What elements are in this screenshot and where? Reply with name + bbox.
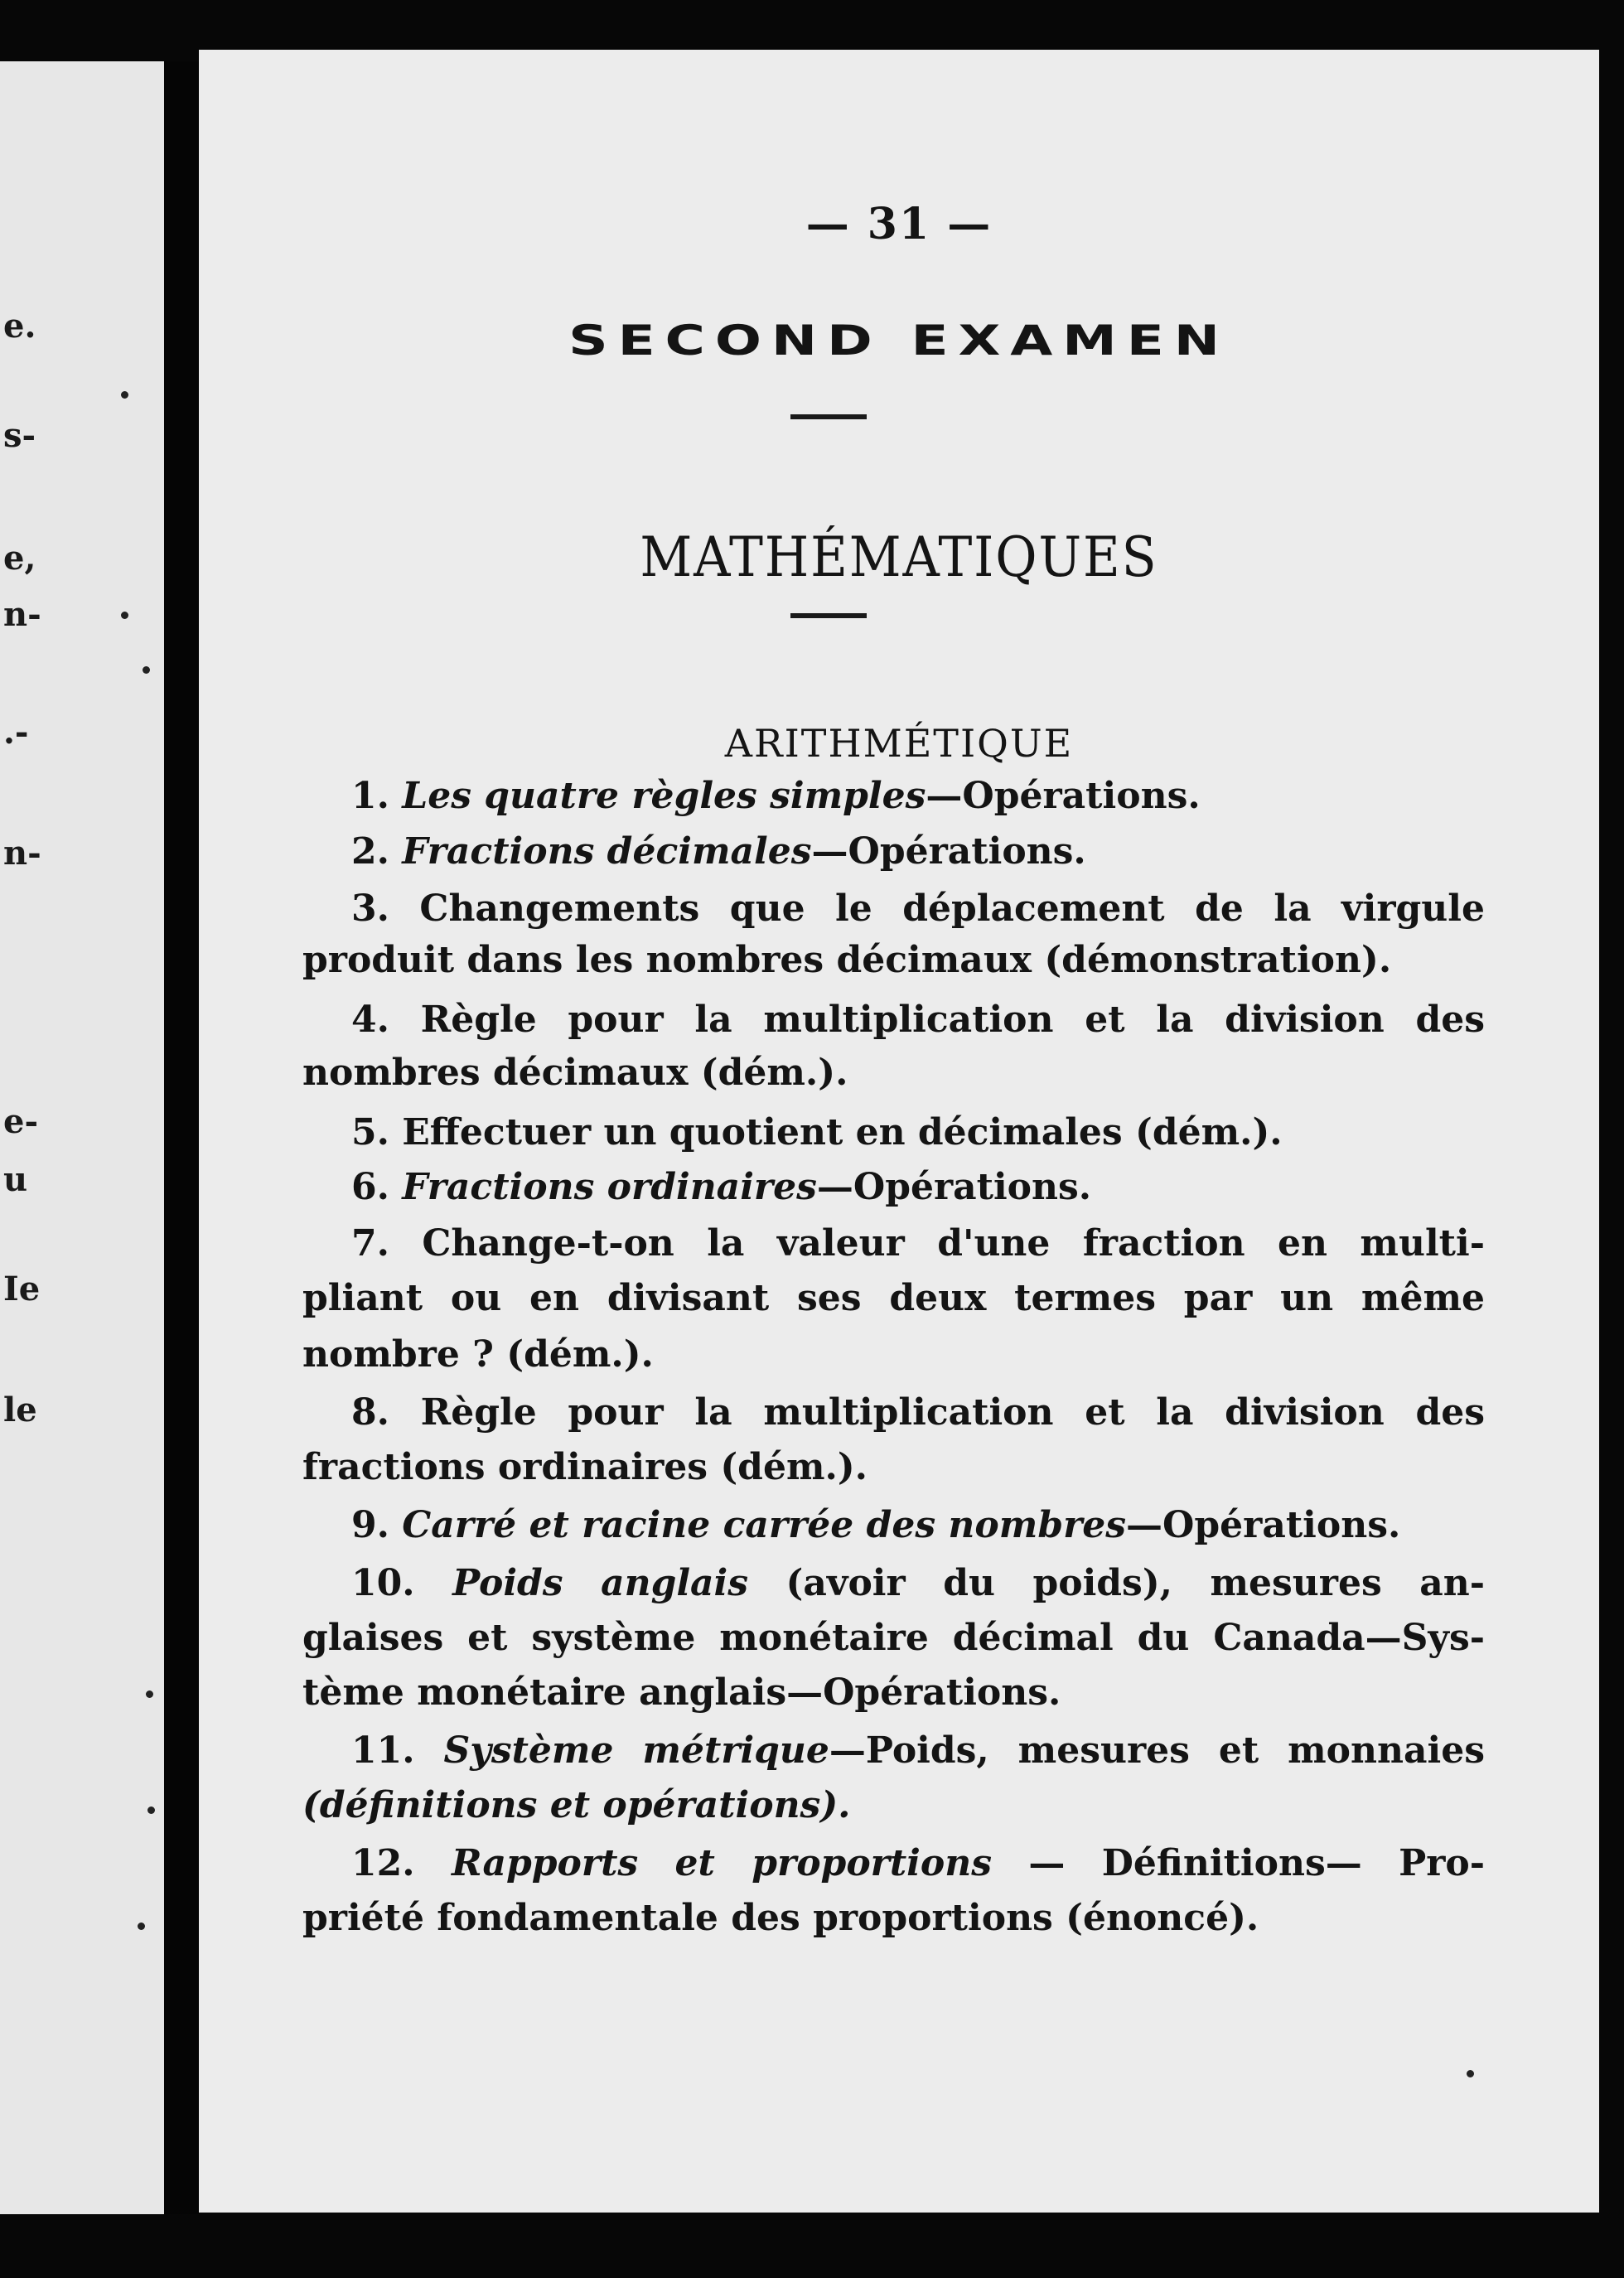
item-number: 3. <box>351 888 420 930</box>
speck <box>146 1690 153 1698</box>
left-fragment: n- <box>3 834 41 873</box>
item-number: 11. <box>351 1729 444 1772</box>
item-number: 10. <box>351 1562 453 1604</box>
topic-line <box>351 825 1485 879</box>
left-page-edge <box>0 61 164 2214</box>
speck <box>121 391 128 399</box>
topic-line <box>302 1046 1485 1100</box>
left-fragment: .- <box>3 713 29 752</box>
left-fragment: le <box>3 1390 37 1429</box>
left-fragment: e- <box>3 1102 39 1141</box>
item-number: 5. <box>351 1111 403 1154</box>
left-fragment: e. <box>3 307 36 346</box>
left-fragment: n- <box>3 595 41 634</box>
topic-title: Fractions ordinaires <box>402 1166 817 1208</box>
topic-text: —Opérations. <box>816 1166 1092 1208</box>
topic-text: tème monétaire anglais—Opérations. <box>302 1671 1061 1714</box>
topic-text: (avoir du poids), mesures an- <box>748 1562 1485 1604</box>
topic-title: (définitions et opérations). <box>302 1784 851 1826</box>
book-spine-shadow <box>164 61 199 2214</box>
page-number: — 31 — <box>805 199 993 249</box>
topic-text: nombre ? (dém.). <box>302 1333 654 1376</box>
topic-text: priété fondamentale des proportions (énoncé). <box>302 1897 1259 1939</box>
subject-title: MATHÉMATIQUES <box>640 525 1158 589</box>
topic-line <box>351 1105 1485 1160</box>
topic-title: Carré et racine carrée des nombres <box>402 1504 1127 1546</box>
topic-line <box>351 1160 1485 1215</box>
left-fragment: Ie <box>3 1270 41 1308</box>
topic-line <box>351 1386 1485 1440</box>
speck <box>138 1923 145 1930</box>
topic-text: —Opérations. <box>1126 1504 1401 1546</box>
left-fragment: s- <box>3 416 36 455</box>
book-page <box>199 50 1599 2213</box>
item-number: 8. <box>351 1391 421 1434</box>
left-fragment: e, <box>3 539 36 578</box>
section-title: ARITHMÉTIQUE <box>724 721 1074 766</box>
topic-line <box>351 1724 1485 1778</box>
topic-title: Poids anglais <box>452 1562 749 1604</box>
speck <box>143 666 150 674</box>
topic-line <box>302 1328 1485 1382</box>
divider-rule <box>790 613 867 618</box>
topic-line <box>302 1891 1485 1946</box>
item-number: 7. <box>351 1222 423 1265</box>
topic-text: pliant ou en divisant ses deux termes par un même <box>302 1277 1485 1319</box>
topic-line <box>351 1836 1485 1891</box>
topic-title: Fractions décimales <box>402 830 812 873</box>
speck <box>147 1806 155 1814</box>
item-number: 12. <box>351 1842 452 1884</box>
speck <box>121 612 128 619</box>
topic-title: Système métrique <box>443 1729 829 1772</box>
topic-text: produit dans les nombres décimaux (démonstration). <box>302 939 1392 981</box>
topic-line <box>302 1440 1485 1495</box>
topic-line <box>302 1271 1485 1326</box>
topic-line <box>351 1498 1485 1553</box>
topic-text: —Opérations. <box>926 775 1201 817</box>
topic-line <box>351 769 1485 824</box>
topic-text: Change-t-on la valeur d'une fraction en multi- <box>422 1222 1485 1265</box>
topic-text: Règle pour la multiplication et la division des <box>420 999 1485 1041</box>
topic-line <box>351 1216 1485 1271</box>
topic-line <box>351 993 1485 1047</box>
topic-line <box>302 1611 1485 1666</box>
item-number: 4. <box>351 999 421 1041</box>
left-fragment: u <box>3 1160 28 1199</box>
speck <box>1467 2070 1474 2077</box>
topic-text: —Opérations. <box>811 830 1086 873</box>
item-number: 1. <box>351 775 403 817</box>
topic-line <box>302 1666 1485 1720</box>
topic-text: Règle pour la multiplication et la division des <box>420 1391 1485 1434</box>
topic-title: Les quatre règles simples <box>402 775 926 817</box>
exam-heading: SECOND EXAMEN <box>568 317 1230 365</box>
item-number: 6. <box>351 1166 403 1208</box>
topic-text: fractions ordinaires (dém.). <box>302 1446 868 1488</box>
topic-line <box>302 1778 1485 1833</box>
item-number: 2. <box>351 830 403 873</box>
topic-text: —Poids, mesures et monnaies <box>829 1729 1485 1772</box>
topic-text: nombres décimaux (dém.). <box>302 1052 848 1094</box>
divider-rule <box>790 414 867 419</box>
topic-text: — Définitions— Pro- <box>992 1842 1486 1884</box>
topic-title: Rapports et proportions <box>451 1842 992 1884</box>
topic-line <box>302 933 1485 988</box>
topic-text: Effectuer un quotient en décimales (dém.). <box>402 1111 1283 1154</box>
topic-line <box>351 1556 1485 1611</box>
topic-text: glaises et système monétaire décimal du Canada—Sys- <box>302 1617 1485 1659</box>
topic-text: Changements que le déplacement de la virgule <box>419 888 1485 930</box>
topic-line <box>351 882 1485 936</box>
item-number: 9. <box>351 1504 403 1546</box>
